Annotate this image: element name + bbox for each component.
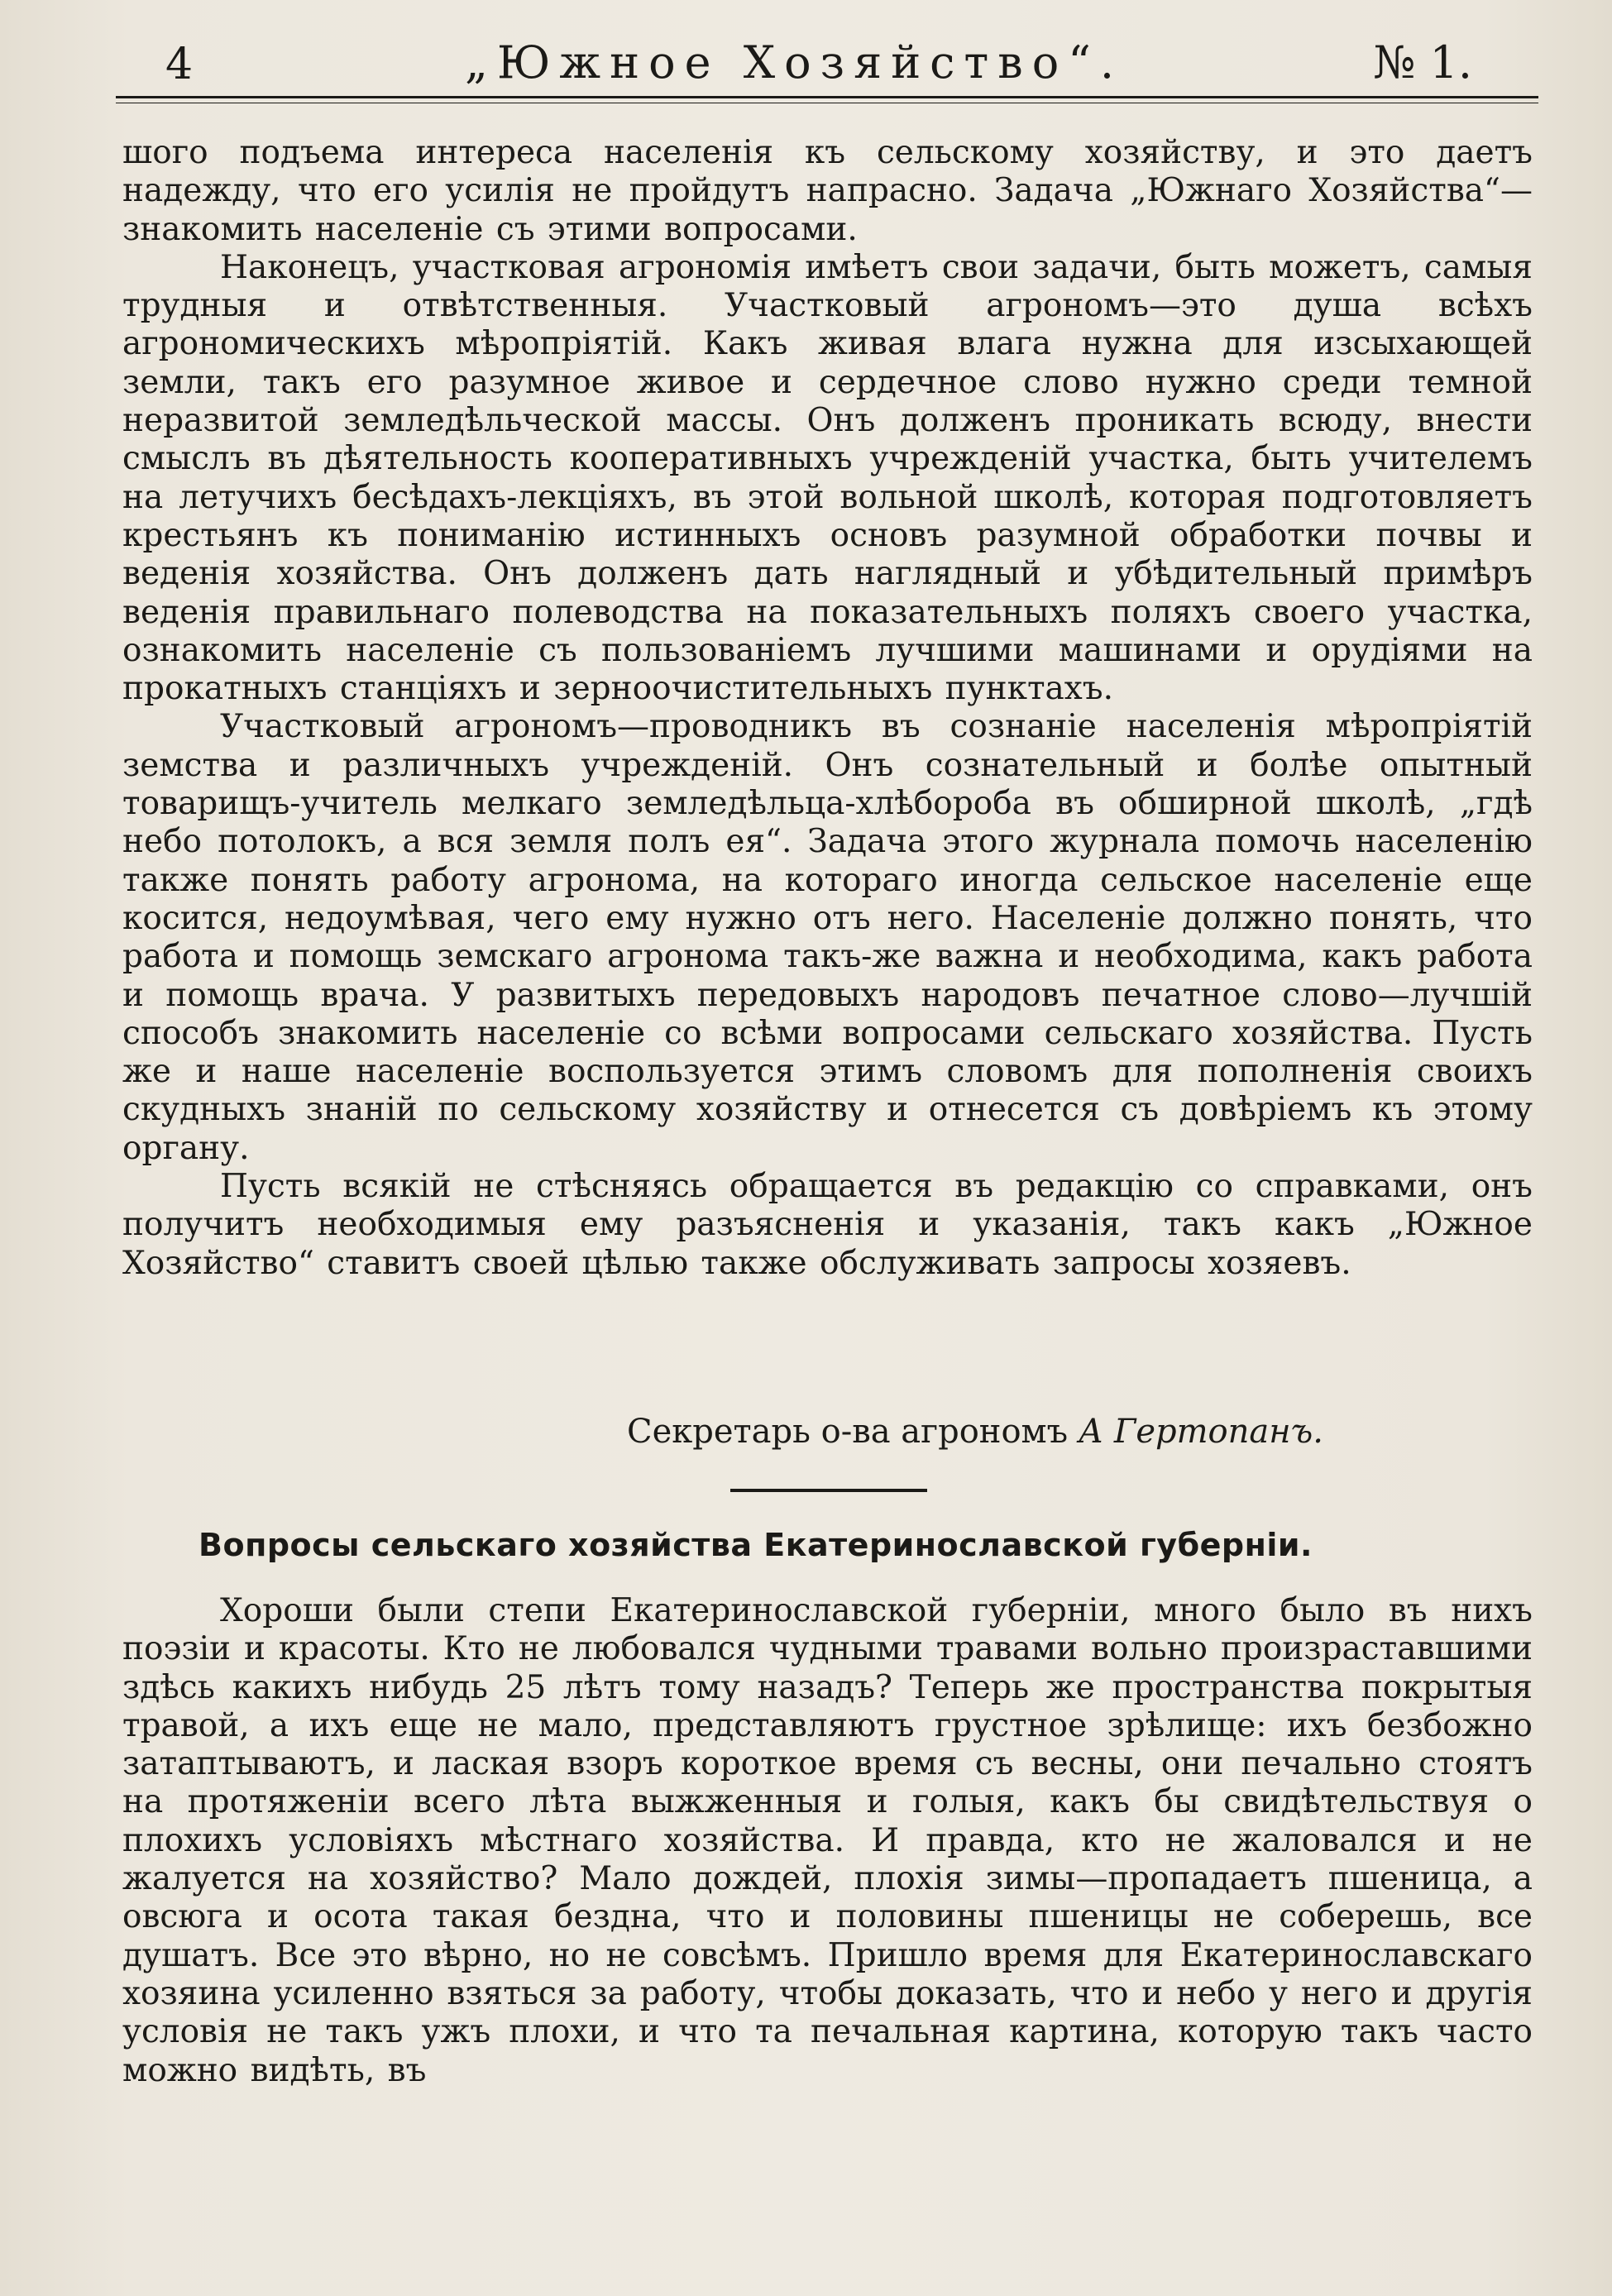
page-number: 4 — [165, 40, 194, 89]
section-heading: Вопросы сельскаго хозяйства Екатеринославской губерніи. — [199, 1527, 1313, 1563]
paragraph: шого подъема интереса населенія къ сельскому хозяйству, и это даетъ надежду, что его усилія не пройдутъ напрасно. Задача „Южнаго Хозяйства“—знакомить населеніе съ этими вопросами. — [122, 134, 1533, 248]
journal-title: „Южное Хозяйство“. — [465, 36, 1123, 88]
signature-name: А Гертопанъ. — [1078, 1413, 1323, 1451]
paragraph: Наконецъ, участковая агрономія имѣетъ свои задачи, быть можетъ, самыя трудныя и отвѣтственныя. Участковый агрономъ—это душа всѣхъ агрономическихъ мѣропріятій. Какъ живая влага нужна для изсыхающей земли, такъ его разумное живое и сердечное слово нужно среди темной неразвитой земледѣльческой массы. Онъ долженъ проникать всюду, внести смыслъ въ дѣятельность кооперативныхъ учрежденій участка, быть учителемъ на летучихъ бесѣдахъ-лекціяхъ, въ этой вольной школѣ, которая подготовляетъ крестьянъ къ пониманію истинныхъ основъ разумной обработки почвы и веденія хозяйства. Онъ долженъ дать наглядный и убѣдительный примѣръ веденія правильнаго полеводства на показательныхъ поляхъ своего участка, ознакомить населеніе съ пользованіемъ лучшими машинами и орудіями на прокатныхъ станціяхъ и зерноочистительныхъ пунктахъ. — [122, 248, 1533, 708]
running-header — [116, 31, 1472, 98]
article-ekaterinoslav-text — [122, 1592, 1533, 2090]
paragraph: Пусть всякій не стѣсняясь обращается въ редакцію со справками, онъ получитъ необходимыя ему разъясненія и указанія, такъ какъ „Южное Хозяйство“ ставитъ своей цѣлью также обслуживать запросы хозяевъ. — [122, 1168, 1533, 1282]
signature-role: Секретарь о-ва агрономъ — [627, 1413, 1069, 1451]
article-agronomy-text — [122, 134, 1533, 1283]
paragraph: Участковый агрономъ—проводникъ въ сознаніе населенія мѣропріятій земства и различныхъ учрежденій. Онъ сознательный и болѣе опытный товарищъ-учитель мелкаго земледѣльца-хлѣбороба въ обширной школѣ, „гдѣ небо потолокъ, а вся земля полъ ея“. Задача этого журнала помочь населенію также понять работу агронома, на котораго иногда сельское населеніе еще косится, недоумѣвая, чего ему нужно отъ него. Населеніе должно понять, что работа и помощь земскаго агронома такъ-же важна и необходима, какъ работа и помощь врача. У развитыхъ передовыхъ народовъ печатное слово—лучшій способъ знакомить населеніе со всѣми вопросами сельскаго хозяйства. Пусть же и наше населеніе воспользуется этимъ словомъ для пополненія своихъ скудныхъ знаній по сельскому хозяйству и отнесется съ довѣріемъ къ этому органу. — [122, 708, 1533, 1167]
article-signature — [627, 1413, 1323, 1451]
section-separator — [730, 1489, 927, 1492]
header-rule — [116, 96, 1538, 103]
paragraph: Хороши были степи Екатеринославской губерніи, много было въ нихъ поэзіи и красоты. Кто не любовался чудными травами вольно произраставшими здѣсь какихъ нибудь 25 лѣтъ тому назадъ? Теперь же пространства покрытыя травой, а ихъ еще не мало, представляютъ грустное зрѣлище: ихъ безбожно затаптываютъ, и лаская взоръ короткое время съ весны, они печально стоятъ на протяженіи всего лѣта выжженныя и голыя, какъ бы свидѣтельствуя о плохихъ условіяхъ мѣстнаго хозяйства. И правда, кто не жаловался и не жалуется на хозяйство? Мало дождей, плохія зимы—пропадаетъ пшеница, а овсюга и осота такая бездна, что и половины пшеницы не соберешь, все душатъ. Все это вѣрно, но не совсѣмъ. Пришло время для Екатеринославскаго хозяина усиленно взяться за работу, чтобы доказать, что и небо у него и другія условія не такъ ужъ плохи, и что та печальная картина, которую такъ часто можно видѣть, въ — [122, 1592, 1533, 2089]
issue-number: № 1. — [1373, 36, 1472, 88]
